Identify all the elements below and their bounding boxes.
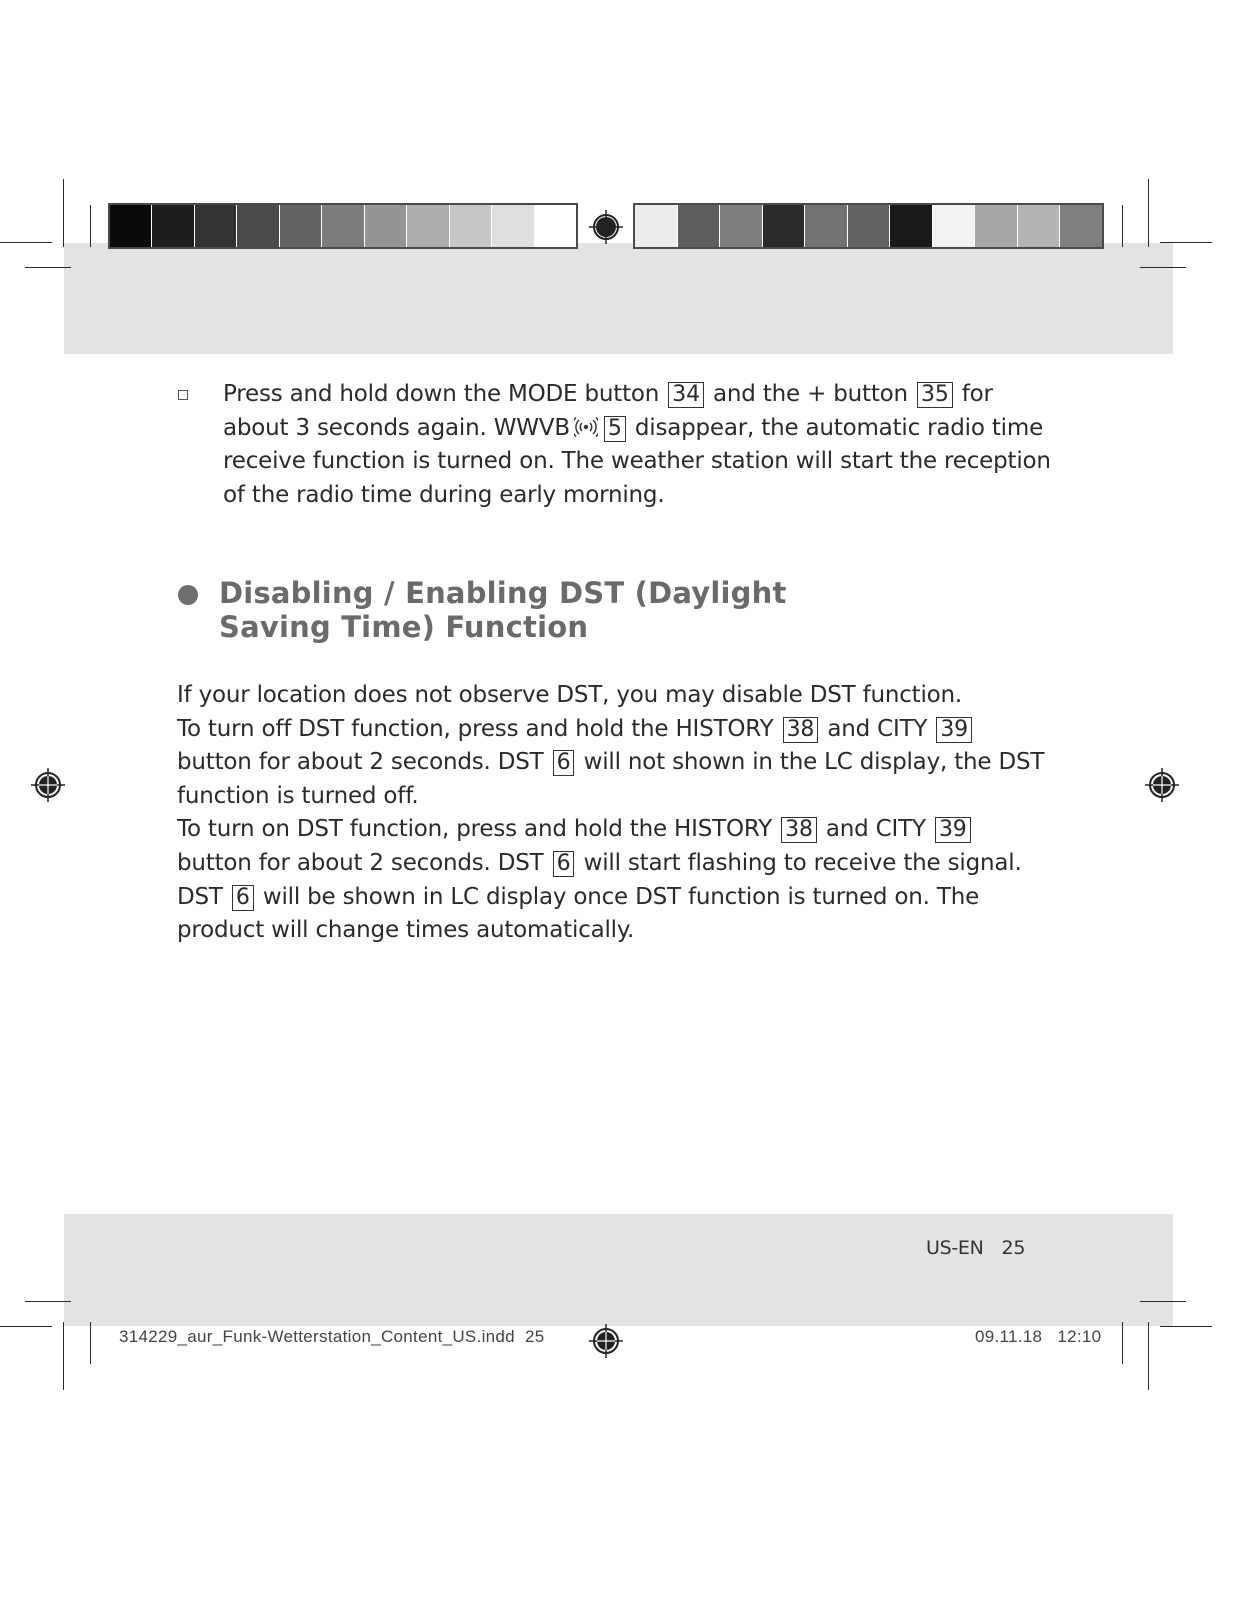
step-checkbox-icon bbox=[178, 390, 188, 400]
step-text-segment: and the + button bbox=[713, 381, 908, 407]
top-grey-band bbox=[64, 243, 1173, 354]
paragraph bbox=[177, 813, 1047, 947]
crop-mark bbox=[90, 205, 91, 247]
paragraph bbox=[177, 713, 1047, 814]
bottom-grey-band bbox=[64, 1214, 1173, 1326]
color-swatch bbox=[492, 205, 534, 247]
locale-label: US-EN bbox=[926, 1237, 984, 1259]
ref-dst-indicator: 6 bbox=[553, 851, 575, 877]
ref-city-button: 39 bbox=[935, 817, 971, 843]
color-swatch bbox=[805, 205, 848, 247]
color-swatch bbox=[975, 205, 1018, 247]
crop-mark bbox=[1148, 1322, 1149, 1390]
color-swatch bbox=[450, 205, 492, 247]
crop-mark bbox=[63, 179, 64, 247]
crop-mark bbox=[1140, 267, 1186, 268]
color-swatch bbox=[407, 205, 449, 247]
text-segment: will be shown in LC display once DST function is turned on. The product will change times automatically. bbox=[177, 883, 980, 944]
color-calibration-bar-right bbox=[633, 203, 1104, 249]
color-swatch bbox=[365, 205, 407, 247]
ref-mode-button: 34 bbox=[668, 382, 704, 408]
crop-mark bbox=[63, 1322, 64, 1390]
ref-dst-indicator: 6 bbox=[553, 750, 575, 776]
text-segment: and CITY bbox=[827, 715, 928, 742]
color-swatch bbox=[890, 205, 933, 247]
crop-mark bbox=[0, 242, 52, 243]
heading-line: Saving Time) Function bbox=[219, 610, 589, 644]
ref-city-button: 39 bbox=[936, 717, 972, 743]
text-segment: will start flashing to receive the signal. DST bbox=[177, 849, 1022, 910]
section-heading-text bbox=[219, 576, 787, 644]
bullet-dot-icon bbox=[178, 585, 198, 605]
crop-mark bbox=[25, 267, 71, 268]
slug-time: 12:10 bbox=[1057, 1327, 1102, 1346]
ref-wwvb-indicator: 5 bbox=[604, 416, 626, 442]
color-calibration-bar-left bbox=[108, 203, 578, 249]
ref-history-button: 38 bbox=[781, 817, 817, 843]
slug-file-name: 314229_aur_Funk-Wetterstation_Content_US.indd bbox=[119, 1327, 515, 1346]
crop-mark bbox=[1140, 1301, 1186, 1302]
color-swatch bbox=[110, 205, 152, 247]
color-swatch bbox=[322, 205, 364, 247]
registration-mark-icon bbox=[589, 210, 623, 244]
crop-mark bbox=[25, 1301, 71, 1302]
color-swatch bbox=[195, 205, 237, 247]
crop-mark bbox=[1160, 242, 1212, 243]
crop-mark bbox=[1122, 205, 1123, 247]
color-swatch bbox=[848, 205, 891, 247]
slug-page: 25 bbox=[524, 1327, 545, 1346]
ref-plus-button: 35 bbox=[917, 382, 953, 408]
paragraph: If your location does not observe DST, you may disable DST function. bbox=[177, 682, 963, 708]
color-swatch bbox=[152, 205, 194, 247]
page-footer bbox=[926, 1237, 1025, 1259]
registration-mark-icon bbox=[31, 768, 65, 802]
text-segment: To turn on DST function, press and hold the HISTORY bbox=[177, 816, 773, 843]
crop-mark bbox=[0, 1326, 52, 1327]
text-segment: To turn off DST function, press and hold the HISTORY bbox=[177, 715, 774, 742]
crop-mark bbox=[1160, 1326, 1212, 1327]
color-swatch bbox=[678, 205, 721, 247]
color-swatch bbox=[635, 205, 678, 247]
print-slug-timestamp bbox=[975, 1327, 1101, 1347]
page-number: 25 bbox=[1001, 1237, 1026, 1259]
color-swatch bbox=[763, 205, 806, 247]
color-swatch bbox=[933, 205, 976, 247]
text-segment: will not shown in the LC display, the DST function is turned off. bbox=[177, 749, 1045, 809]
text-segment: button for about 2 seconds. DST bbox=[177, 849, 544, 876]
radio-signal-icon bbox=[574, 416, 598, 438]
crop-mark bbox=[1122, 1322, 1123, 1364]
print-slug-file bbox=[119, 1327, 545, 1347]
crop-mark bbox=[1148, 179, 1149, 247]
heading-line: Disabling / Enabling DST (Daylight bbox=[219, 576, 787, 610]
color-swatch bbox=[1018, 205, 1061, 247]
ref-history-button: 38 bbox=[783, 717, 819, 743]
slug-date: 09.11.18 bbox=[975, 1327, 1043, 1346]
registration-mark-icon bbox=[589, 1324, 623, 1358]
step-text-segment: disappear, the automatic radio time receive function is turned on. The weather station will start the reception of the radio time during early morning. bbox=[223, 414, 1051, 508]
crop-mark bbox=[90, 1322, 91, 1364]
color-swatch bbox=[1060, 205, 1102, 247]
color-swatch bbox=[237, 205, 279, 247]
color-swatch bbox=[535, 205, 576, 247]
step-text bbox=[223, 378, 1058, 512]
step-text-segment: Press and hold down the MODE button bbox=[223, 381, 660, 407]
text-segment: button for about 2 seconds. DST bbox=[177, 749, 544, 776]
color-swatch bbox=[280, 205, 322, 247]
ref-dst-indicator: 6 bbox=[232, 885, 254, 911]
text-segment: and CITY bbox=[825, 816, 926, 843]
color-swatch bbox=[720, 205, 763, 247]
step-text-segment: for about 3 seconds again. WWVB bbox=[223, 381, 993, 441]
body-text bbox=[177, 679, 1047, 948]
registration-mark-icon bbox=[1145, 768, 1179, 802]
